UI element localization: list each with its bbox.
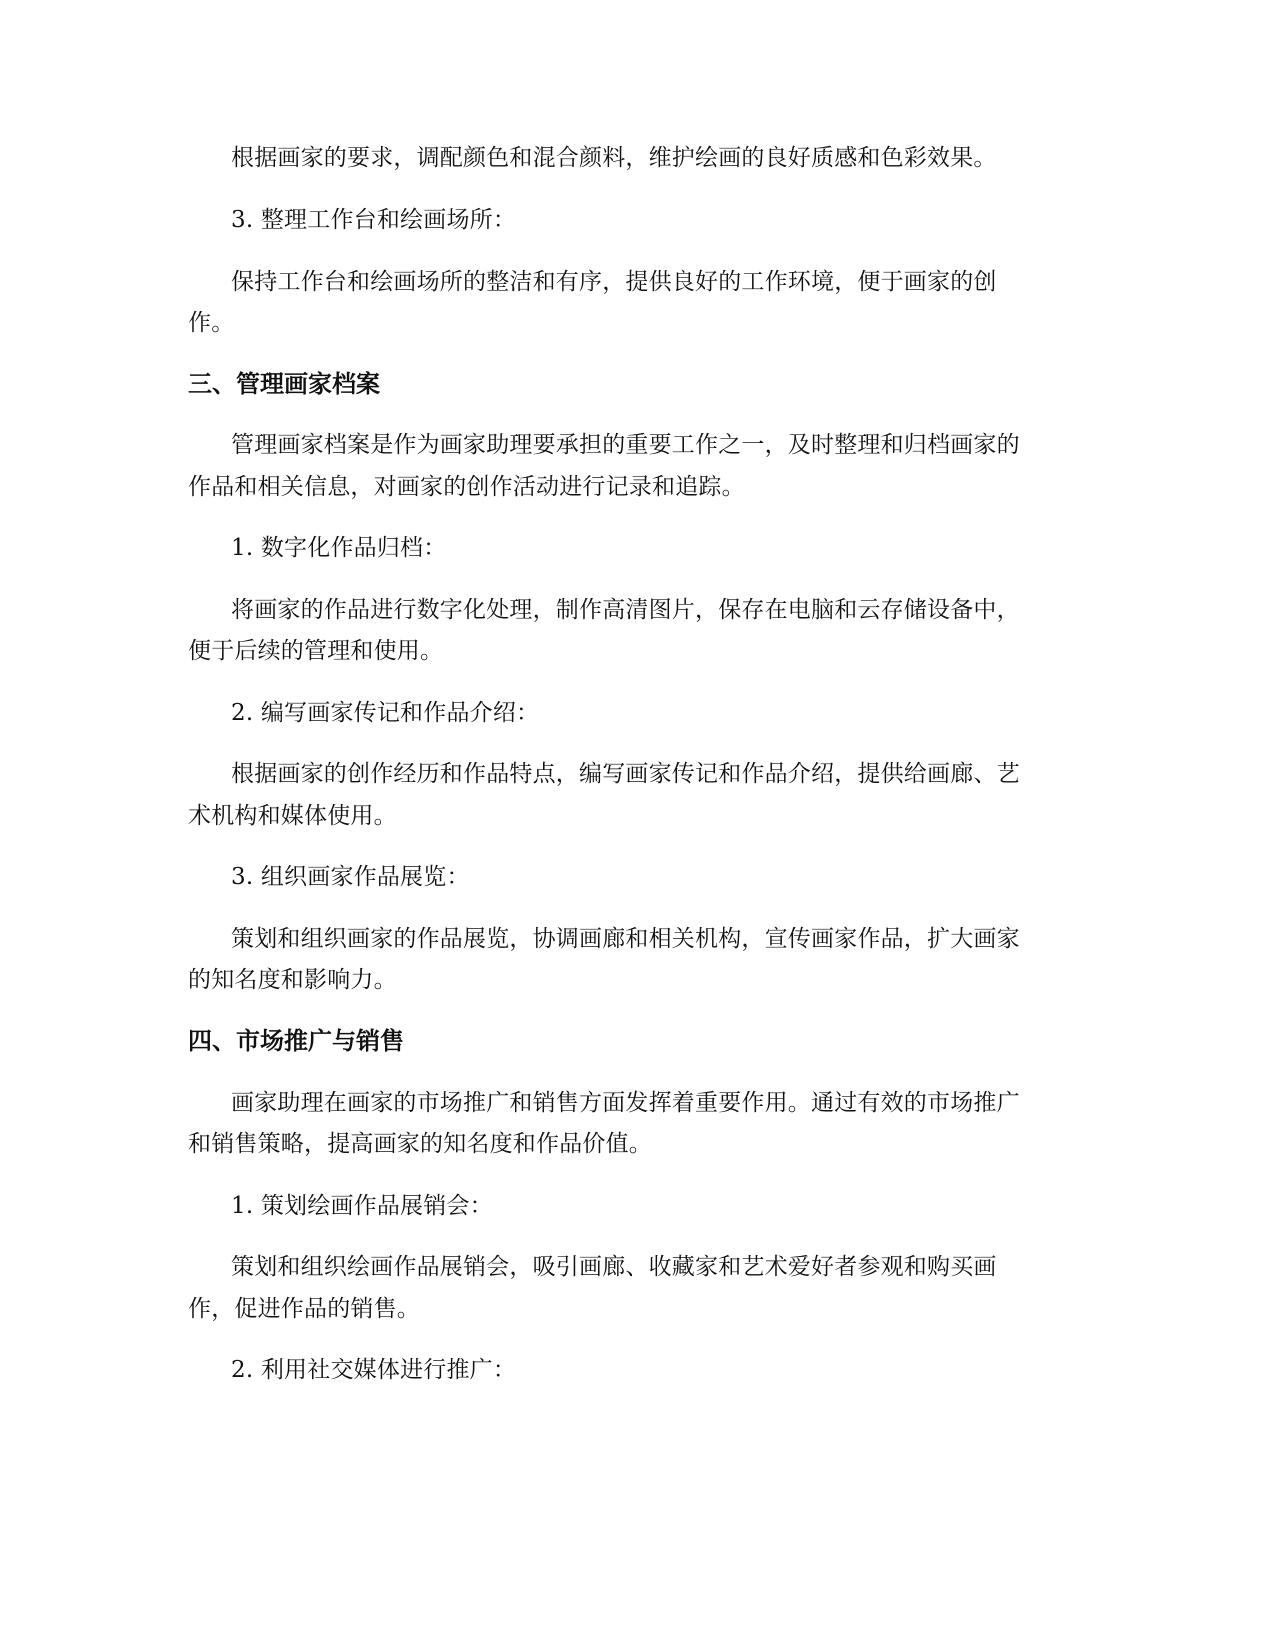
paragraph-line: 便于后续的管理和使用。 bbox=[188, 638, 444, 664]
paragraph-line: 的知名度和影响力。 bbox=[188, 967, 397, 993]
section-heading: 三、管理画家档案 bbox=[188, 370, 380, 398]
list-item: 2. 编写画家传记和作品介绍： bbox=[231, 700, 540, 726]
section-heading: 四、市场推广与销售 bbox=[188, 1027, 404, 1055]
paragraph-line: 作品和相关信息，对画家的创作活动进行记录和追踪。 bbox=[188, 474, 745, 500]
list-item: 3. 组织画家作品展览： bbox=[231, 864, 470, 890]
paragraph-line: 策划和组织画家的作品展览，协调画廊和相关机构，宣传画家作品，扩大画家 bbox=[231, 926, 1020, 952]
list-item: 3. 整理工作台和绘画场所： bbox=[231, 207, 517, 233]
paragraph-line: 作。 bbox=[188, 310, 235, 336]
paragraph-line: 将画家的作品进行数字化处理，制作高清图片，保存在电脑和云存储设备中， bbox=[231, 597, 1020, 623]
paragraph-line: 和销售策略，提高画家的知名度和作品价值。 bbox=[188, 1131, 652, 1157]
paragraph-line: 根据画家的要求，调配颜色和混合颜料，维护绘画的良好质感和色彩效果。 bbox=[231, 145, 997, 171]
paragraph-line: 画家助理在画家的市场推广和销售方面发挥着重要作用。通过有效的市场推广 bbox=[231, 1090, 1020, 1116]
paragraph-line: 根据画家的创作经历和作品特点，编写画家传记和作品介绍，提供给画廊、艺 bbox=[231, 761, 1020, 787]
paragraph-line: 策划和组织绘画作品展销会，吸引画廊、收藏家和艺术爱好者参观和购买画 bbox=[231, 1254, 997, 1280]
list-item: 1. 数字化作品归档： bbox=[231, 535, 447, 561]
paragraph-line: 保持工作台和绘画场所的整洁和有序，提供良好的工作环境，便于画家的创 bbox=[231, 269, 997, 295]
paragraph-line: 管理画家档案是作为画家助理要承担的重要工作之一，及时整理和归档画家的 bbox=[231, 432, 1020, 458]
paragraph-line: 术机构和媒体使用。 bbox=[188, 803, 397, 829]
list-item: 1. 策划绘画作品展销会： bbox=[231, 1193, 493, 1219]
list-item: 2. 利用社交媒体进行推广： bbox=[231, 1357, 517, 1383]
paragraph-line: 作，促进作品的销售。 bbox=[188, 1296, 420, 1322]
